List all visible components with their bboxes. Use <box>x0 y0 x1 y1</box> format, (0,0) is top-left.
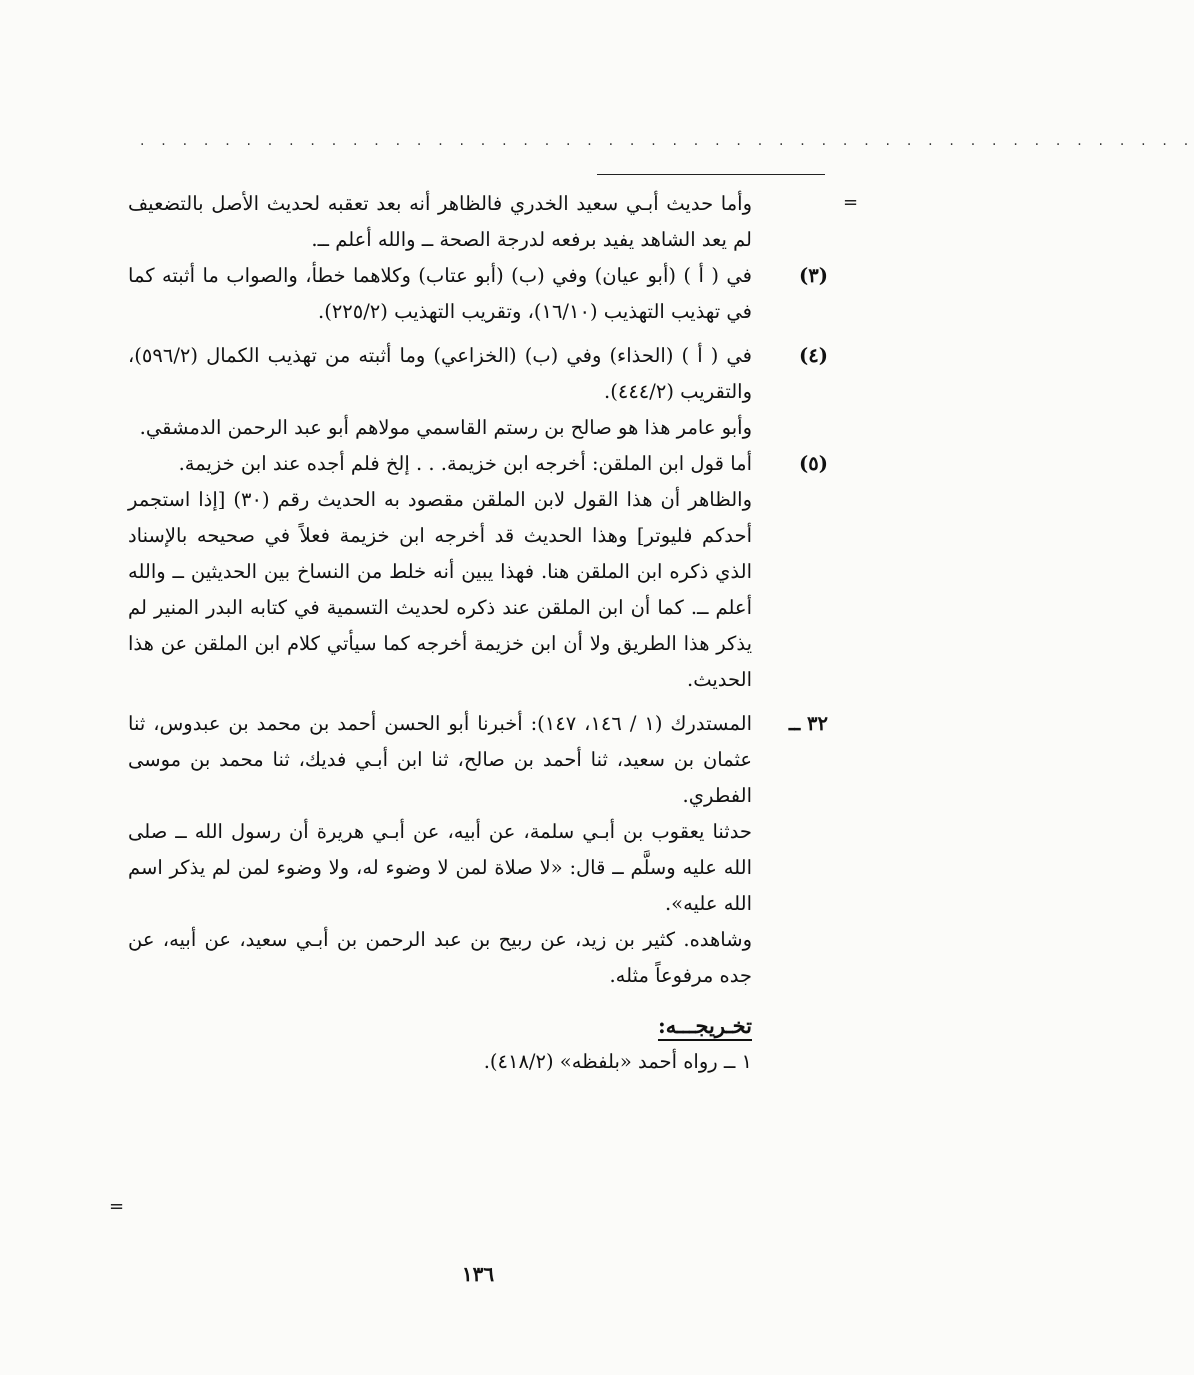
footnote-5 <box>128 446 828 698</box>
footnote-number: (٥) <box>799 452 828 475</box>
hadith-paragraph: حدثنا يعقوب بن أبـي سلمة، عن أبيه، عن أبـي هريرة أن رسول الله ــ صلى الله عليه وسلَّم ــ قال: «لا صلاة لمن لا وضوء له، ولا وضوء لمن لم يذكر اسم الله عليه». <box>128 820 752 915</box>
footnote-paragraph: وأبو عامر هذا هو صالح بن رستم القاسمي مولاهم أبو عبد الرحمن الدمشقي. <box>139 416 752 439</box>
hadith-paragraph: المستدرك (١ / ١٤٦، ١٤٧): أخبرنا أبو الحسن أحمد بن محمد بن عبدوس، ثنا عثمان بن سعيد، ثنا أحمد بن صالح، ثنا ابن أبـي فديك، ثنا محمد بن موسى الفطري. <box>128 712 752 807</box>
footnote-number: (٣) <box>799 264 828 287</box>
footnote-continuation <box>128 186 828 258</box>
page-number: ١٣٦ <box>461 1262 495 1286</box>
continuation-mark-bottom: = <box>109 1196 125 1217</box>
footnote-4 <box>128 338 828 446</box>
separator-dots: . . . . . . . . . . . . . . . . . . . . . . . . . . . . . . . . . . . . . . . . . . . . . . . . . . <box>140 133 1194 149</box>
continuation-mark: = <box>843 192 859 213</box>
footnote-paragraph: في ( أ ) (أبو عيان) وفي (ب) (أبو عتاب) وكلاهما خطأ، والصواب ما أثبته كما في تهذيب التهذيب (١٦/١٠)، وتقريب التهذيب (٢٢٥/٢). <box>128 264 752 323</box>
continuation-text: وأما حديث أبـي سعيد الخدري فالظاهر أنه بعد تعقبه لحديث الأصل بالتضعيف لم يعد الشاهد يفيد برفعه لدرجة الصحة ــ والله أعلم ــ. <box>128 192 752 251</box>
takhrij-section <box>128 994 828 1080</box>
takhrij-item: ١ ــ رواه أحمد «بلفظه» (٤١٨/٢). <box>483 1050 752 1073</box>
hadith-paragraph: وشاهده. كثير بن زيد، عن ربيح بن عبد الرحمن بن أبـي سعيد، عن أبيه، عن جده مرفوعاً مثله. <box>128 928 752 987</box>
hadith-number: ٣٢ ــ <box>788 712 828 735</box>
takhrij-heading: تخـريجـــه: <box>657 1013 752 1038</box>
footnote-3 <box>128 258 828 330</box>
page-body <box>128 186 828 1080</box>
footnote-paragraph: أما قول ابن الملقن: أخرجه ابن خزيمة. . . إلخ فلم أجده عند ابن خزيمة. <box>178 452 752 475</box>
footnote-paragraph: في ( أ ) (الحذاء) وفي (ب) (الخزاعي) وما أثبته من تهذيب الكمال (٥٩٦/٢)، والتقريب (٤٤٤/٢). <box>128 344 752 403</box>
hadith-32 <box>128 706 828 994</box>
footnote-paragraph: والظاهر أن هذا القول لابن الملقن مقصود به الحديث رقم (٣٠) [إذا استجمر أحدكم فليوتر] وهذا الحديث قد أخرجه ابن خزيمة فعلاً في صحيحه بالإسناد الذي ذكره ابن الملقن هنا. فهذا يبين أنه خلط من النساخ بين الحديثين ــ والله أعلم ــ. كما أن ابن الملقن عند ذكره لحديث التسمية في كتابه البدر المنير لم يذكر هذا الطريق ولا أن ابن خزيمة أخرجه كما سيأتي كلام ابن الملقن عن هذا الحديث. <box>128 488 752 691</box>
footnote-rule <box>597 174 825 175</box>
footnote-number: (٤) <box>799 344 828 367</box>
